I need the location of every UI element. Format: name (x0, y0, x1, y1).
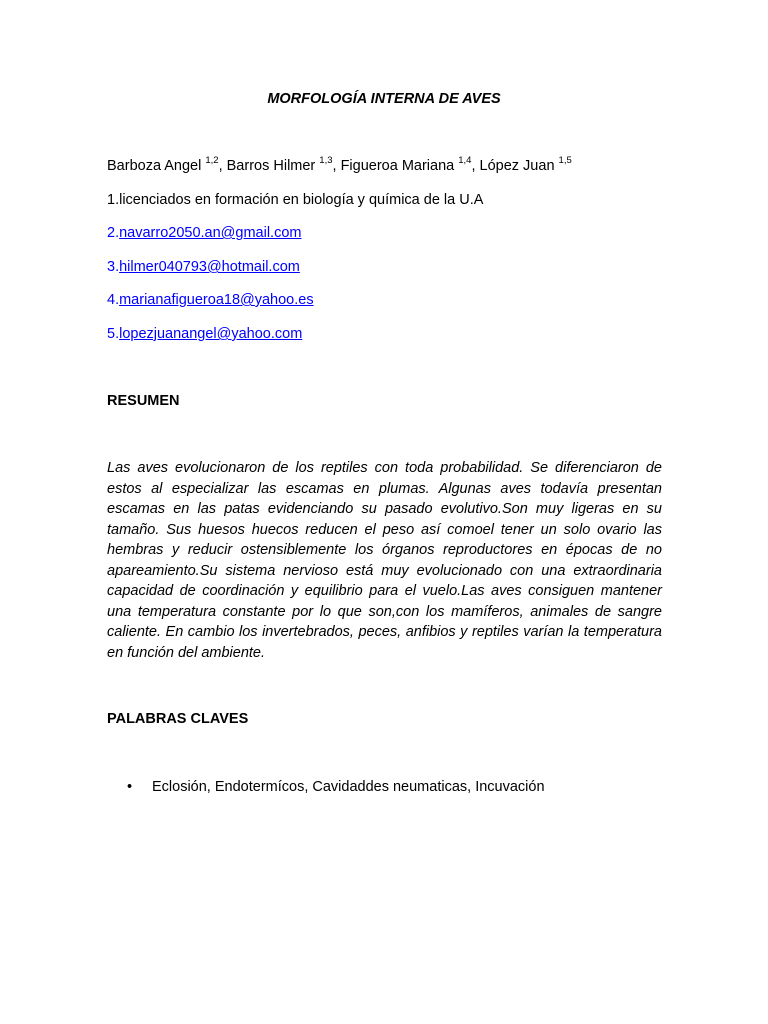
email-number: 5. (107, 326, 120, 342)
author-affiliation-marker: 1,5 (558, 155, 572, 166)
email-number: 2. (107, 225, 120, 241)
email-link[interactable]: marianafigueroa18@yahoo.es (119, 292, 314, 308)
email-line (107, 225, 301, 241)
abstract-paragraph: Las aves evolucionaron de los reptiles con toda probabilidad. Se diferenciaron de estos al especializar las escamas en plumas. Algunas aves todavía presentan escamas en las patas evidenciando su pasado evolutivo.Son muy ligeras en su tamaño. Sus huesos huecos reducen el peso así comoel tener un solo ovario las hembras y reducir ostensiblemente los órganos reproductores en épocas de no apareamiento.Su sistema nervioso está muy evolucionado con una extraordinaria capacidad de coordinación y equilibrio para el vuelo.Las aves consiguen mantener una temperatura constante por lo que son,con los mamíferos, animales de sangre caliente. En cambio los invertebrados, peces, anfibios y reptiles varían la temperatura en función del ambiente. (107, 460, 662, 661)
email-line (107, 326, 302, 342)
email-link[interactable]: navarro2050.an@gmail.com (119, 225, 302, 241)
email-line (107, 259, 300, 275)
author-list (107, 155, 572, 174)
author-affiliation-marker: 1,4 (458, 155, 472, 166)
author-name: , López Juan (471, 158, 559, 174)
author-affiliation-marker: 1,3 (319, 155, 333, 166)
email-link[interactable]: lopezjuanangel@yahoo.com (119, 326, 303, 342)
bullet-icon: • (127, 779, 133, 795)
keywords-list-item (107, 779, 545, 795)
resumen-heading: RESUMEN (107, 393, 180, 409)
author-affiliation-marker: 1,2 (205, 155, 219, 166)
author-name: , Barros Hilmer (218, 158, 320, 174)
email-number: 3. (107, 259, 120, 275)
affiliation-line: 1.licenciados en formación en biología y química de la U.A (107, 192, 484, 208)
keywords-text: Eclosión, Endotermícos, Cavidaddes neumaticas, Incuvación (152, 779, 545, 795)
document-title: MORFOLOGÍA INTERNA DE AVES (267, 91, 501, 107)
email-line (107, 292, 314, 308)
author-name: , Figueroa Mariana (332, 158, 459, 174)
author-name: Barboza Angel (107, 158, 206, 174)
email-link[interactable]: hilmer040793@hotmail.com (119, 259, 300, 275)
keywords-heading: PALABRAS CLAVES (107, 711, 249, 727)
email-number: 4. (107, 292, 120, 308)
